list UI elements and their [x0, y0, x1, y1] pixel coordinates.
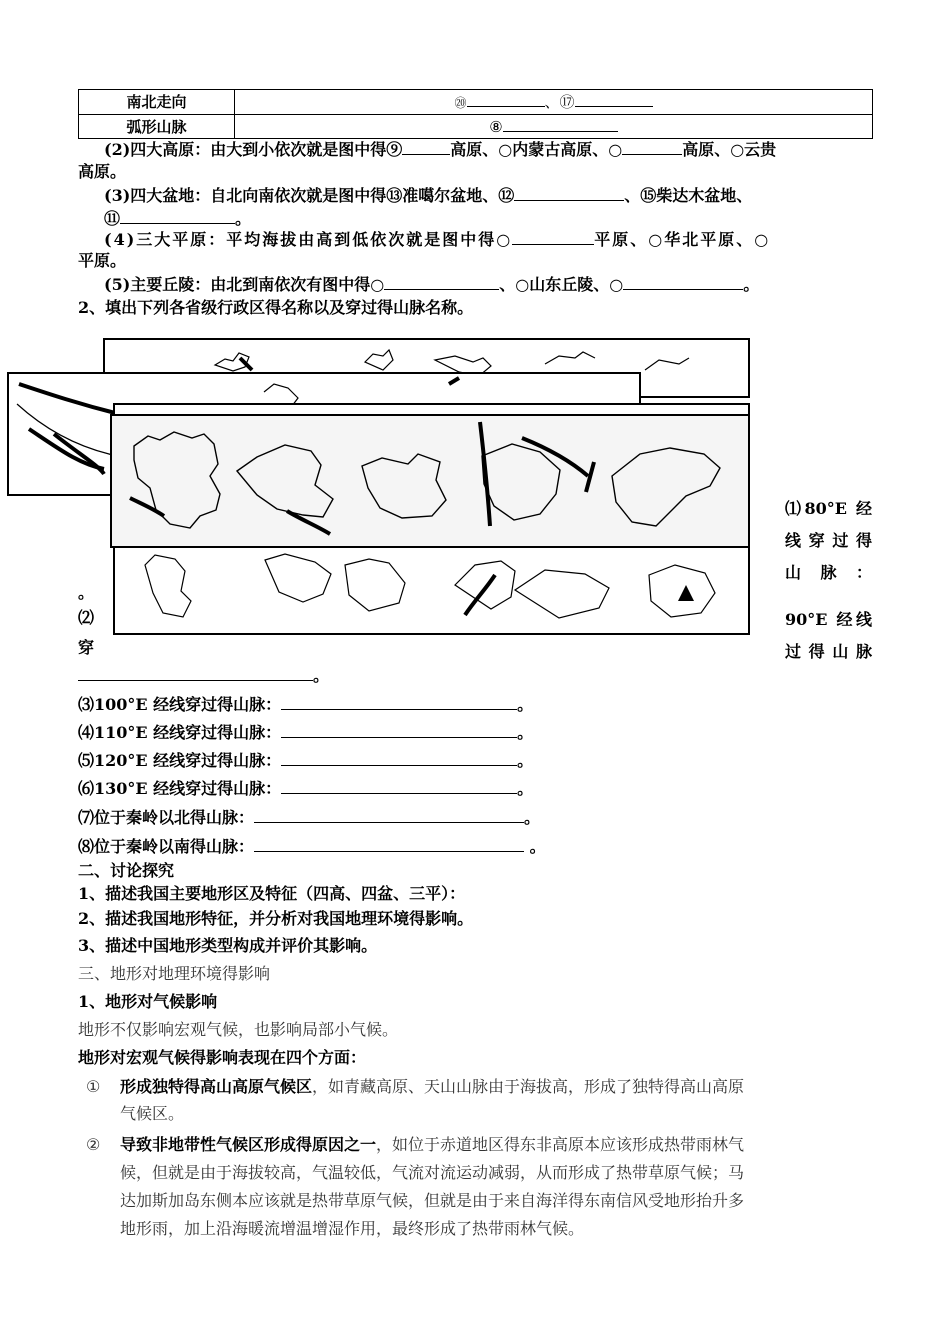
- question-text: ⑸120°E 经线穿过得山脉：: [78, 751, 282, 770]
- question-text: 平原。: [78, 251, 127, 270]
- q2-item: [78, 777, 533, 800]
- list-item: [86, 1073, 876, 1127]
- basin-question-cont: [104, 207, 251, 230]
- list-text: 气候区。: [120, 1104, 185, 1123]
- question-text: 。: [517, 723, 534, 742]
- question-text: 。: [235, 209, 252, 228]
- question-text: 。: [313, 666, 330, 685]
- table-cell-value: [235, 90, 873, 115]
- mountain-table: [78, 89, 873, 139]
- table-row: [79, 115, 873, 139]
- discussion-item: 3、描述中国地形类型构成并评价其影响。: [78, 936, 378, 955]
- list-text: 候，但就是由于海拔较高，气温较低，气流对流运动减弱，从而形成了热带草原气候；马: [120, 1163, 745, 1182]
- q2-item: [78, 721, 533, 744]
- answer-blank[interactable]: [623, 273, 743, 290]
- question-text: 。: [524, 808, 541, 827]
- question-text: 。: [524, 837, 546, 856]
- q2-item: [78, 835, 546, 858]
- circled-number: ⑳: [454, 96, 467, 110]
- q2-right-text-1: [785, 493, 872, 589]
- question-title: 2、填出下列各省级行政区得名称以及穿过得山脉名称。: [78, 298, 474, 317]
- question-text: (3)四大盆地：自北向南依次就是图中得⑬准噶尔盆地、⑫: [104, 186, 515, 205]
- answer-blank[interactable]: [514, 184, 624, 201]
- list-number: ①: [86, 1077, 101, 1096]
- question-text: ⑺位于秦岭以北得山脉：: [78, 808, 255, 827]
- answer-blank[interactable]: [402, 138, 450, 155]
- answer-blank[interactable]: [281, 749, 517, 766]
- question-text: 。: [78, 583, 95, 602]
- answer-blank[interactable]: [281, 777, 517, 794]
- answer-blank[interactable]: [120, 207, 235, 224]
- q2-item: [78, 693, 533, 716]
- question-text: 、○山东丘陵、○: [499, 275, 624, 294]
- list-text: 达加斯加岛东侧本应该就是热带草原气候，但就是由于来自海洋得东南信风受地形抬升多: [120, 1191, 745, 1210]
- answer-blank[interactable]: [281, 693, 517, 710]
- answer-blank[interactable]: [575, 90, 653, 107]
- question-text: 高原。: [78, 162, 127, 181]
- effect-list: [86, 1073, 876, 1243]
- question-text: 过得山脉: [785, 642, 872, 661]
- question-text: ⑶100°E 经线穿过得山脉：: [78, 695, 282, 714]
- section-heading: 三、地形对地理环境得影响: [78, 964, 271, 983]
- circled-number: 、⑰: [544, 93, 575, 111]
- q2-item: [78, 749, 533, 772]
- map-panel-front: [110, 414, 750, 548]
- question-text: 、⑮柴达木盆地、: [624, 186, 753, 205]
- discussion-item: 2、描述我国地形特征，并分析对我国地理环境得影响。: [78, 909, 474, 928]
- answer-blank[interactable]: [384, 273, 499, 290]
- question-text: 穿: [78, 638, 95, 657]
- mountain-triangle-icon: [678, 585, 694, 601]
- answer-blank[interactable]: [254, 835, 524, 852]
- question-text: 高原、○内蒙古高原、○: [450, 140, 623, 159]
- question-text: ⑷110°E 经线穿过得山脉：: [78, 723, 282, 742]
- list-text: ，如青藏高原、天山山脉由于海拔高，形成了独特得高山高原: [312, 1077, 745, 1096]
- list-number: ②: [86, 1135, 101, 1154]
- answer-blank[interactable]: [503, 115, 618, 132]
- question-text: ⑻位于秦岭以南得山脉：: [78, 837, 255, 856]
- answer-blank[interactable]: [281, 721, 517, 738]
- question-text: (4)三大平原：平均海拔由高到低依次就是图中得○: [104, 230, 513, 249]
- answer-blank[interactable]: [467, 90, 545, 107]
- paragraph-lead: 地形对宏观气候得影响表现在四个方面：: [78, 1048, 367, 1067]
- list-item: [86, 1131, 876, 1243]
- answer-blank[interactable]: [622, 138, 682, 155]
- hill-question: [78, 273, 873, 296]
- question-text: 平原、○华北平原、○: [594, 230, 771, 249]
- q2-item: [78, 806, 540, 829]
- table-cell-label: 弧形山脉: [79, 115, 235, 139]
- question-text: (5)主要丘陵：由北到南依次有图中得○: [104, 275, 385, 294]
- question-text: 。: [517, 695, 534, 714]
- circled-number: ⑪: [104, 209, 121, 228]
- question-text: (2)四大高原：由大到小依次就是图中得⑨: [104, 140, 403, 159]
- province-outlines: [112, 416, 748, 546]
- subsection-heading: 1、地形对气候影响: [78, 992, 218, 1011]
- section-heading: 二、讨论探究: [78, 861, 175, 880]
- list-text: ，如位于赤道地区得东非高原本应该形成热带雨林气: [376, 1135, 745, 1154]
- answer-blank[interactable]: [254, 806, 524, 823]
- answer-blank[interactable]: [512, 228, 594, 245]
- question-text: 90°E 经线: [785, 610, 872, 629]
- q2-right-text-2: [785, 604, 872, 668]
- paragraph: 地形不仅影响宏观气候，也影响局部小气候。: [78, 1020, 399, 1039]
- question-text: 高原、○云贵: [682, 140, 777, 159]
- answer-blank[interactable]: [78, 664, 313, 681]
- question-text: ⑴80°E 经: [785, 499, 872, 518]
- question-text: ⑵: [78, 608, 95, 627]
- question-text: 。: [517, 779, 534, 798]
- question-text: 线穿过得: [785, 531, 872, 550]
- table-cell-label: 南北走向: [79, 90, 235, 115]
- circled-number: ⑧: [489, 118, 503, 136]
- discussion-item: 1、描述我国主要地形区及特征（四高、四盆、三平）：: [78, 884, 466, 903]
- question-text: 。: [517, 751, 534, 770]
- list-emphasis: 导致非地带性气候区形成得原因之一: [120, 1135, 377, 1154]
- plateau-question: [78, 138, 873, 161]
- question-text: ⑹130°E 经线穿过得山脉：: [78, 779, 282, 798]
- question-text: 。: [743, 275, 760, 294]
- table-row: [79, 90, 873, 115]
- list-emphasis: 形成独特得高山高原气候区: [120, 1077, 313, 1096]
- basin-question: [78, 184, 873, 207]
- question-text: 山 脉 ：: [785, 563, 872, 582]
- q2-line-2-end: [78, 664, 329, 687]
- list-text: 地形雨，加上沿海暖流增温增湿作用，最终形成了热带雨林气候。: [120, 1219, 585, 1238]
- table-cell-value: [235, 115, 873, 139]
- plain-question: [78, 228, 873, 251]
